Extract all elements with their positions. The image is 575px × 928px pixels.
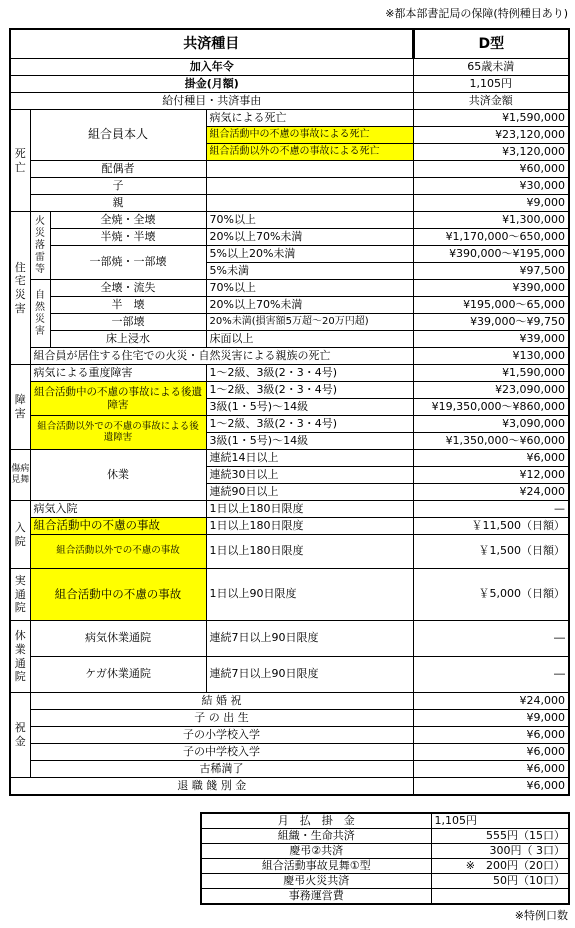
housing-cond: 20%以上70%未満 bbox=[206, 229, 413, 246]
family-label: 子 bbox=[30, 178, 206, 195]
celebration-row bbox=[10, 727, 569, 744]
fee-value: 50円（10口） bbox=[431, 874, 569, 889]
retirement-label: 退 職 餞 別 金 bbox=[10, 778, 413, 796]
family-amount: ¥9,000 bbox=[413, 195, 569, 212]
family-amount: ¥60,000 bbox=[413, 161, 569, 178]
housing-amount: ¥1,170,000～650,000 bbox=[413, 229, 569, 246]
death-amount: ¥1,590,000 bbox=[413, 110, 569, 127]
bottom-note: ※特例口数 bbox=[514, 909, 568, 922]
disability-cond: 1～2級、3級(2・3・4号) bbox=[206, 365, 413, 382]
fee-row bbox=[201, 813, 569, 829]
housing-cond: 床面以上 bbox=[206, 331, 413, 348]
fee-label: 組合活動事故見舞①型 bbox=[201, 859, 431, 874]
fee-row bbox=[201, 859, 569, 874]
sick-visit-cond: 連続90日以上 bbox=[206, 484, 413, 501]
family-label: 親 bbox=[30, 195, 206, 212]
celebration-amount: ¥24,000 bbox=[413, 693, 569, 710]
housing-cond: 70%以上 bbox=[206, 212, 413, 229]
family-amount: ¥30,000 bbox=[413, 178, 569, 195]
disability-cond: 1～2級、3級(2・3・4号) bbox=[206, 416, 413, 433]
housing-row bbox=[10, 246, 569, 263]
retirement-amount: ¥6,000 bbox=[413, 778, 569, 796]
housing-amount: ¥390,000 bbox=[413, 280, 569, 297]
celebration-amount: ¥9,000 bbox=[413, 710, 569, 727]
header-col1: 共済種目 bbox=[10, 29, 413, 59]
disability-label: 組合活動以外での不慮の事故による後遺障害 bbox=[30, 416, 206, 450]
celebration-category: 祝金 bbox=[10, 693, 30, 778]
housing-type: 半焼・半壊 bbox=[50, 229, 206, 246]
hospital-row bbox=[10, 501, 569, 518]
death-row bbox=[10, 110, 569, 127]
housing-row bbox=[10, 314, 569, 331]
housing-cond: 5%以上20%未満 bbox=[206, 246, 413, 263]
death-category: 死亡 bbox=[10, 110, 30, 212]
celebration-row bbox=[10, 761, 569, 778]
celebration-amount: ¥6,000 bbox=[413, 761, 569, 778]
fee-table bbox=[200, 812, 570, 905]
housing-type: 床上浸水 bbox=[50, 331, 206, 348]
death-member: 組合員本人 bbox=[30, 110, 206, 161]
disability-cond: 3級(1・5号)～14級 bbox=[206, 433, 413, 450]
housing-type: 全壊・流失 bbox=[50, 280, 206, 297]
death-family-row bbox=[10, 161, 569, 178]
disability-amount: ¥3,090,000 bbox=[413, 416, 569, 433]
family-label: 配偶者 bbox=[30, 161, 206, 178]
fee-row bbox=[201, 874, 569, 889]
top-note: ※都本部書記局の保障(特例種目あり) bbox=[385, 7, 568, 20]
meta-row bbox=[10, 59, 569, 76]
fee-row bbox=[201, 889, 569, 905]
disability-row bbox=[10, 382, 569, 399]
fee-value bbox=[431, 889, 569, 905]
disability-label: 組合活動中の不慮の事故による後遺障害 bbox=[30, 382, 206, 416]
natural-subcategory: 自然災害 bbox=[30, 280, 50, 348]
outpatient-category: 実通院 bbox=[10, 569, 30, 621]
disability-category: 障害 bbox=[10, 365, 30, 450]
hospital-row bbox=[10, 535, 569, 569]
hospital-amount: ￥11,500（日額） bbox=[413, 518, 569, 535]
disability-cond: 1～2級、3級(2・3・4号) bbox=[206, 382, 413, 399]
housing-cond: 20%以上70%未満 bbox=[206, 297, 413, 314]
housing-row bbox=[10, 297, 569, 314]
hospital-cond: 1日以上180日限度 bbox=[206, 518, 413, 535]
leave-amount: ― bbox=[413, 657, 569, 693]
celebration-label: 子の中学校入学 bbox=[30, 744, 413, 761]
meta-label: 給付種目・共済事由 bbox=[10, 93, 413, 110]
meta-label: 掛金(月額) bbox=[10, 76, 413, 93]
housing-row bbox=[10, 331, 569, 348]
fee-label: 慶弔火災共済 bbox=[201, 874, 431, 889]
hospital-label: 組合活動中の不慮の事故 bbox=[30, 518, 206, 535]
header-col2: D型 bbox=[413, 29, 569, 59]
housing-type: 全焼・全壊 bbox=[50, 212, 206, 229]
sick-visit-amount: ¥6,000 bbox=[413, 450, 569, 467]
sick-visit-row bbox=[10, 450, 569, 467]
leave-label: ケガ休業通院 bbox=[30, 657, 206, 693]
sick-visit-amount: ¥24,000 bbox=[413, 484, 569, 501]
sick-visit-amount: ¥12,000 bbox=[413, 467, 569, 484]
celebration-label: 子 の 出 生 bbox=[30, 710, 413, 727]
fee-label: 組織・生命共済 bbox=[201, 829, 431, 844]
disability-row bbox=[10, 365, 569, 382]
celebration-label: 古稀満了 bbox=[30, 761, 413, 778]
leave-cond: 連続7日以上90日限度 bbox=[206, 621, 413, 657]
death-reason: 病気による死亡 bbox=[206, 110, 413, 127]
death-reason: 組合活動中の不慮の事故による死亡 bbox=[206, 127, 413, 144]
housing-amount: ¥390,000～¥195,000 bbox=[413, 246, 569, 263]
housing-amount: ¥195,000～65,000 bbox=[413, 297, 569, 314]
housing-amount: ¥39,000～¥9,750 bbox=[413, 314, 569, 331]
hospital-cond: 1日以上180日限度 bbox=[206, 535, 413, 569]
death-amount: ¥23,120,000 bbox=[413, 127, 569, 144]
sick-visit-category: 傷病見舞 bbox=[10, 450, 30, 501]
hospital-amount: ￥1,500（日額） bbox=[413, 535, 569, 569]
sick-visit-cond: 連続14日以上 bbox=[206, 450, 413, 467]
celebration-row bbox=[10, 710, 569, 727]
disability-label: 病気による重度障害 bbox=[30, 365, 206, 382]
housing-cond: 70%以上 bbox=[206, 280, 413, 297]
leave-row bbox=[10, 621, 569, 657]
benefit-table bbox=[9, 28, 570, 796]
disability-amount: ¥23,090,000 bbox=[413, 382, 569, 399]
fee-value: 300円（ 3口） bbox=[431, 844, 569, 859]
death-reason: 組合活動以外の不慮の事故による死亡 bbox=[206, 144, 413, 161]
relative-label: 組合員が居住する住宅での火災・自然災害による親族の死亡 bbox=[30, 348, 413, 365]
disability-amount: ¥1,590,000 bbox=[413, 365, 569, 382]
sick-visit-label: 休業 bbox=[30, 450, 206, 501]
disability-cond: 3級(1・5号)～14級 bbox=[206, 399, 413, 416]
fee-value: 555円（15口） bbox=[431, 829, 569, 844]
fee-label: 月 払 掛 金 bbox=[201, 813, 431, 829]
outpatient-label: 組合活動中の不慮の事故 bbox=[30, 569, 206, 621]
meta-value: 65歳未満 bbox=[413, 59, 569, 76]
housing-category: 住宅災害 bbox=[10, 212, 30, 365]
celebration-row bbox=[10, 744, 569, 761]
housing-cond: 20%未満(損害額5万超～20万円超) bbox=[206, 314, 413, 331]
meta-value: 共済金額 bbox=[413, 93, 569, 110]
housing-row bbox=[10, 229, 569, 246]
meta-row bbox=[10, 93, 569, 110]
housing-row bbox=[10, 280, 569, 297]
leave-cond: 連続7日以上90日限度 bbox=[206, 657, 413, 693]
fire-subcategory: 火災落雷等 bbox=[30, 212, 50, 280]
celebration-row bbox=[10, 693, 569, 710]
housing-relative-row bbox=[10, 348, 569, 365]
death-family-row bbox=[10, 178, 569, 195]
fee-label: 事務運営費 bbox=[201, 889, 431, 905]
outpatient-row bbox=[10, 569, 569, 621]
meta-label: 加入年令 bbox=[10, 59, 413, 76]
leave-category: 休業通院 bbox=[10, 621, 30, 693]
outpatient-cond: 1日以上90日限度 bbox=[206, 569, 413, 621]
death-family-row bbox=[10, 195, 569, 212]
celebration-amount: ¥6,000 bbox=[413, 727, 569, 744]
housing-type: 一部焼・一部壊 bbox=[50, 246, 206, 280]
disability-row bbox=[10, 416, 569, 433]
hospital-label: 組合活動以外での不慮の事故 bbox=[30, 535, 206, 569]
hospital-label: 病気入院 bbox=[30, 501, 206, 518]
meta-value: 1,105円 bbox=[413, 76, 569, 93]
celebration-amount: ¥6,000 bbox=[413, 744, 569, 761]
disability-amount: ¥19,350,000～¥860,000 bbox=[413, 399, 569, 416]
fee-row bbox=[201, 829, 569, 844]
housing-type: 半 壊 bbox=[50, 297, 206, 314]
disability-amount: ¥1,350,000～¥60,000 bbox=[413, 433, 569, 450]
death-amount: ¥3,120,000 bbox=[413, 144, 569, 161]
header-row bbox=[10, 29, 569, 59]
housing-cond: 5%未満 bbox=[206, 263, 413, 280]
sick-visit-cond: 連続30日以上 bbox=[206, 467, 413, 484]
fee-value: 1,105円 bbox=[431, 813, 569, 829]
leave-label: 病気休業通院 bbox=[30, 621, 206, 657]
housing-row bbox=[10, 212, 569, 229]
meta-row bbox=[10, 76, 569, 93]
hospital-category: 入院 bbox=[10, 501, 30, 569]
housing-amount: ¥1,300,000 bbox=[413, 212, 569, 229]
housing-type: 一部壊 bbox=[50, 314, 206, 331]
housing-amount: ¥39,000 bbox=[413, 331, 569, 348]
retirement-row bbox=[10, 778, 569, 796]
fee-row bbox=[201, 844, 569, 859]
relative-amount: ¥130,000 bbox=[413, 348, 569, 365]
fee-label: 慶弔②共済 bbox=[201, 844, 431, 859]
outpatient-amount: ￥5,000（日額） bbox=[413, 569, 569, 621]
housing-amount: ¥97,500 bbox=[413, 263, 569, 280]
fee-value: ※ 200円（20口） bbox=[431, 859, 569, 874]
celebration-label: 子の小学校入学 bbox=[30, 727, 413, 744]
hospital-row bbox=[10, 518, 569, 535]
celebration-label: 結 婚 祝 bbox=[30, 693, 413, 710]
leave-amount: ― bbox=[413, 621, 569, 657]
leave-row bbox=[10, 657, 569, 693]
hospital-amount: — bbox=[413, 501, 569, 518]
hospital-cond: 1日以上180日限度 bbox=[206, 501, 413, 518]
